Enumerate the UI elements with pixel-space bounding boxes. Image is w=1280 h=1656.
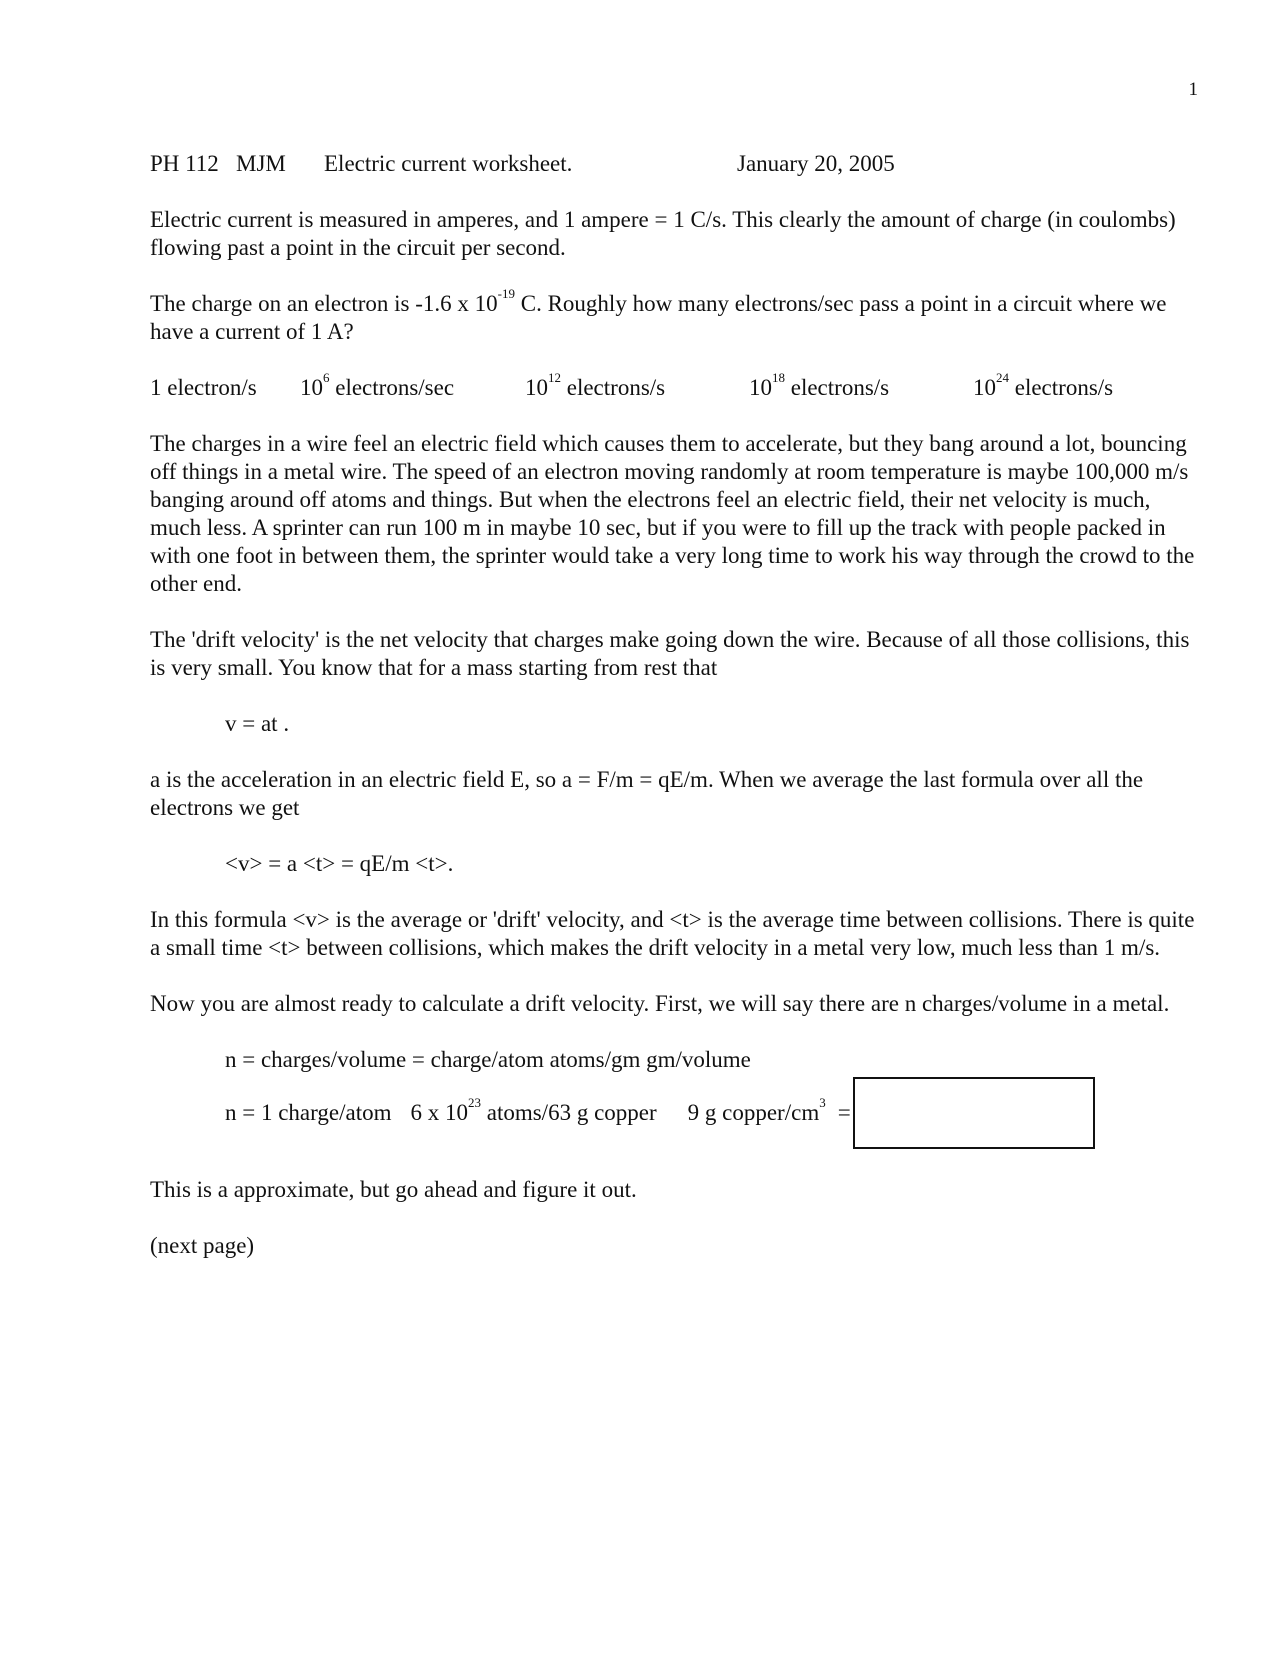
page-number: 1: [1188, 79, 1198, 100]
next-page-note: (next page): [150, 1233, 255, 1258]
choice-item: $10^{18}$ electrons/s: [749, 370, 890, 400]
electron-charge-text: The charge on an electron is -1.6 x 10: [150, 291, 498, 316]
choice-item: $10^{12}$ electrons/s: [525, 370, 666, 400]
paragraph-approximate-note: This is a approximate, but go ahead and figure it out.: [150, 1177, 637, 1202]
choice-item: $10^{24}$ electrons/s: [973, 370, 1114, 400]
answer-box[interactable]: [853, 1077, 1095, 1149]
electron-charge-exponent: -19: [497, 286, 515, 301]
equation-v-at: v = at .: [225, 711, 290, 736]
choice-item: $10^6$ electrons/sec: [300, 370, 455, 400]
paragraph-drift-velocity: The 'drift velocity' is the net velocity that charges make going down the wire. Because of all those collisions, this is very small. You know that for a mass starting from rest that: [150, 627, 1190, 680]
paragraph-charge-density: Now you are almost ready to calculate a drift velocity. First, we will say there are n charges/volume in a metal.: [150, 991, 1170, 1016]
worksheet-content: [150, 150, 1200, 1260]
course-code: PH 112: [150, 151, 219, 176]
paragraph-current-definition: Electric current is measured in amperes, and 1 ampere = 1 C/s. This clearly the amount of charge (in coulombs) flowing past a point in the circuit per second.: [150, 207, 1176, 260]
paragraph-electron-charge: [150, 286, 1200, 346]
paragraph-acceleration: a is the acceleration in an electric field E, so a = F/m = qE/m. When we average the last formula over all the electrons we get: [150, 767, 1144, 820]
author-initials: MJM: [236, 151, 286, 176]
calc-atoms-per-gram: 6 x $10^{23}$ atoms/63 g copper: [410, 1095, 657, 1125]
calc-charge-per-atom: n = 1 charge/atom: [225, 1100, 392, 1125]
calc-equals-sign: =: [837, 1100, 851, 1125]
choice-item: 1 electron/s: [150, 375, 257, 400]
equation-n-definition: n = charges/volume = charge/atom atoms/gm gm/volume: [225, 1047, 751, 1072]
worksheet-title: Electric current worksheet.: [324, 151, 573, 176]
answer-choices: [150, 370, 1200, 402]
worksheet-date: January 20, 2005: [737, 151, 895, 176]
calculation-row: [150, 1074, 1200, 1152]
worksheet-header: [150, 150, 1200, 178]
paragraph-sprinter-analogy: The charges in a wire feel an electric field which causes them to accelerate, but they bang around a lot, bouncing off things in a metal wire. The speed of an electron moving randomly at room temperature is maybe 100,000 m/s banging around off atoms and things. But when the electrons feel an electric field, their net velocity is much, much less. A sprinter can run 100 m in maybe 10 sec, but if you were to fill up the track with people packed in with one foot in between them, the sprinter would take a very long time to work his way through the crowd to the other end.: [150, 431, 1195, 596]
calc-density: 9 g copper/$cm^3$: [687, 1095, 826, 1125]
equation-average-velocity: <v> = a <t> = qE/m <t>.: [225, 851, 454, 876]
electron-charge-question: C. Roughly how many electrons/sec pass a point in a circuit where we have a current of 1 A?: [150, 291, 1167, 344]
paragraph-average-drift: In this formula <v> is the average or 'drift' velocity, and <t> is the average time between collisions. There is quite a small time <t> between collisions, which makes the drift velocity in a metal very low, much less than 1 m/s.: [150, 907, 1195, 960]
